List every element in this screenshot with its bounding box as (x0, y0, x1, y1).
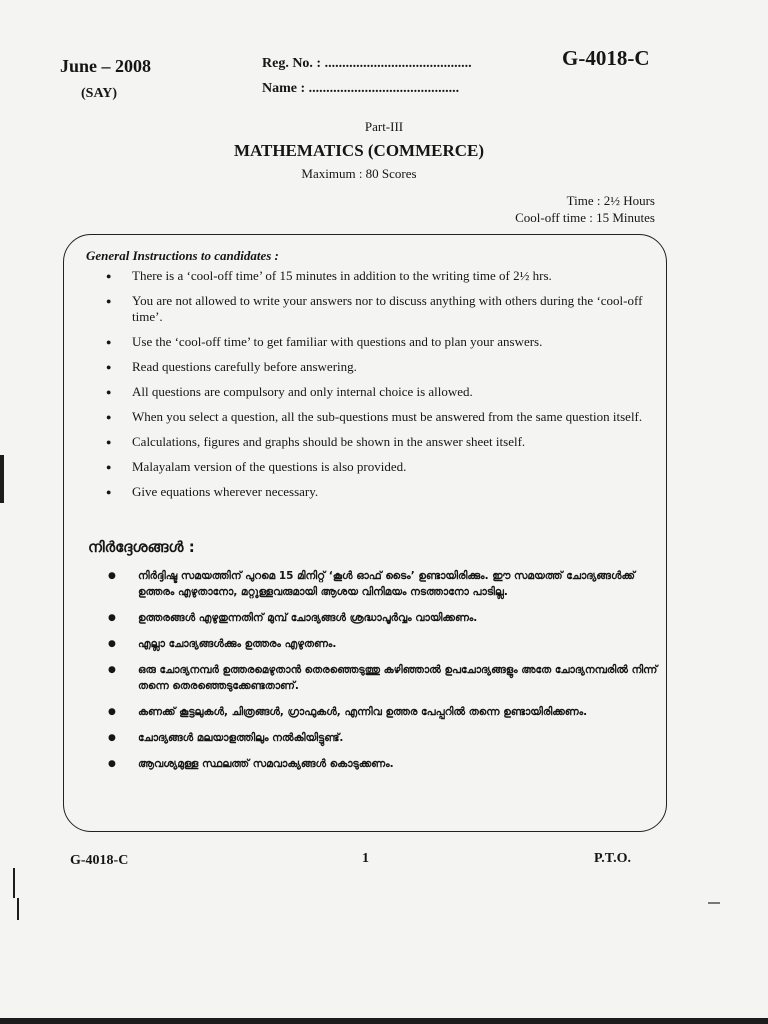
list-item: ● All questions are compulsory and only internal choice is allowed. (106, 384, 666, 400)
instructions-ml-list (106, 568, 666, 782)
list-item: ● There is a ‘cool-off time’ of 15 minutes in addition to the writing time of 2½ hrs. (106, 268, 666, 284)
list-item: ● ആവശ്യമുള്ള സ്ഥലത്ത് സമവാക്യങ്ങൾ കൊടുക്കണം. (106, 756, 666, 772)
max-scores: Maximum : 80 Scores (301, 166, 417, 181)
scan-edge-mark (0, 1018, 768, 1024)
cool-off-time: Cool-off time : 15 Minutes (515, 210, 655, 225)
list-item: ● ഉത്തരങ്ങൾ എഴുതുന്നതിന് മുമ്പ് ചോദ്യങ്ങൾ ശ്രദ്ധാപൂർവ്വം വായിക്കണം. (106, 610, 666, 626)
paper-code: G-4018-C (562, 46, 650, 70)
subject-title: MATHEMATICS (COMMERCE) (233, 141, 485, 160)
exam-type: (SAY) (81, 86, 118, 101)
list-item: ● When you select a question, all the sub-questions must be answered from the same question itself. (106, 409, 666, 425)
list-item: ● Read questions carefully before answering. (106, 359, 666, 375)
instructions-ml-title: നിർദ്ദേശങ്ങൾ : (88, 538, 195, 556)
list-item: ● നിർദ്ദിഷ്ട സമയത്തിന് പുറമെ 15 മിനിറ്റ് ‘കൂൾ ഓഫ് ടൈം’ ഉണ്ടായിരിക്കും. ഈ സമയത്ത് ചോദ്യങ്ങൾക്ക് ഉത്തരം എഴുതാനോ, മറ്റുള്ളവരുമായി ആശയ വിനിമയം നടത്താനോ പാടില്ല. (106, 568, 666, 600)
instructions-en-list (106, 268, 666, 509)
list-item: ● Calculations, figures and graphs should be shown in the answer sheet itself. (106, 434, 666, 450)
list-item: ● എല്ലാ ചോദ്യങ്ങൾക്കും ഉത്തരം എഴുതണം. (106, 636, 666, 652)
part-label: Part-III (364, 119, 404, 134)
time-allowed: Time : 2½ Hours (566, 193, 655, 208)
list-item: ● Give equations wherever necessary. (106, 484, 666, 500)
instructions-en-title: General Instructions to candidates : (86, 248, 279, 263)
name-field: Name : ........................................... (262, 81, 460, 96)
list-item: ● ഒരു ചോദ്യനമ്പർ ഉത്തരമെഴുതാൻ തെരഞ്ഞെടുത്തു കഴിഞ്ഞാൽ ഉപചോദ്യങ്ങളും അതേ ചോദ്യനമ്പരിൽ നിന്ന് തന്നെ തെരഞ്ഞെടുക്കേണ്ടതാണ്. (106, 662, 666, 694)
list-item: ● Malayalam version of the questions is also provided. (106, 459, 666, 475)
list-item: ● You are not allowed to write your answers nor to discuss anything with others during the ‘cool-off time’. (106, 293, 666, 325)
scan-edge-mark (17, 898, 19, 920)
reg-no-field: Reg. No. : .......................................... (262, 56, 472, 71)
footer-paper-code: G-4018-C (70, 853, 129, 868)
list-item: ● Use the ‘cool-off time’ to get familiar with questions and to plan your answers. (106, 334, 666, 350)
page-number: 1 (362, 851, 369, 866)
scan-edge-mark (13, 868, 15, 898)
exam-date: June – 2008 (60, 56, 152, 76)
scan-edge-mark (708, 902, 720, 904)
pto-label: P.T.O. (594, 851, 631, 866)
list-item: ● ചോദ്യങ്ങൾ മലയാളത്തിലും നൽകിയിട്ടുണ്ട്. (106, 730, 666, 746)
list-item: ● കണക്ക് കൂട്ടലുകൾ, ചിത്രങ്ങൾ, ഗ്രാഫുകൾ, എന്നിവ ഉത്തര പേപ്പറിൽ തന്നെ ഉണ്ടായിരിക്കണം. (106, 704, 666, 720)
scan-edge-mark (0, 455, 4, 503)
